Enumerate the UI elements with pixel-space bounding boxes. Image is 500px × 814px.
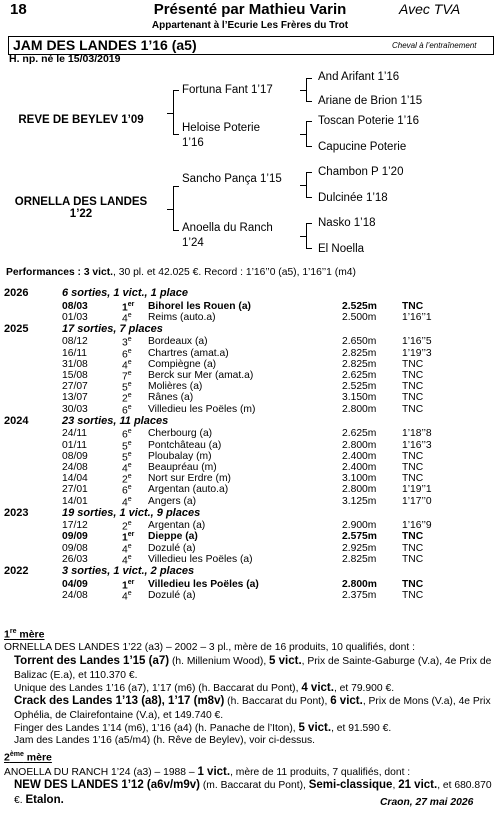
- race-distance: 3.150m: [342, 392, 377, 404]
- race-place-suffix: e: [127, 495, 132, 503]
- race-place: 3: [122, 337, 128, 349]
- mere2-title-sup: ème: [9, 751, 24, 758]
- race-date: 01/11: [62, 439, 88, 451]
- race-venue: Beaupréau (m): [148, 461, 217, 473]
- race-time: TNC: [402, 392, 424, 404]
- mere1-p4-wins: 5 vict.: [298, 722, 332, 734]
- race-time: TNC: [402, 381, 424, 393]
- race-date: 27/01: [62, 484, 88, 496]
- race-row: [0, 579, 500, 591]
- page-title: Présenté par Mathieu Varin: [153, 1, 347, 18]
- year-label: 2024: [4, 414, 29, 427]
- race-row: [0, 428, 500, 440]
- mere1-p3-mid: (h. Baccarat du Pont),: [224, 696, 331, 707]
- mere2-p1-name: NEW DES LANDES 1’12 (a6v/m9v): [14, 779, 200, 791]
- race-distance: 2.825m: [342, 553, 377, 565]
- race-place-suffix: er: [127, 531, 135, 539]
- mere2-line1-rest: , mère de 11 produits, 7 qualifiés, dont :: [230, 767, 411, 778]
- race-date: 09/08: [62, 542, 88, 554]
- race-distance: 2.375m: [342, 589, 377, 601]
- race-distance: 2.925m: [342, 542, 377, 554]
- performances-wins: 3 vict.: [83, 267, 114, 278]
- race-distance: 2.400m: [342, 450, 377, 462]
- pedigree-bracket: [306, 121, 312, 147]
- owner-line: Appartenant à l’Ecurie Les Frères du Trot: [151, 20, 349, 31]
- race-distance: 2.400m: [342, 461, 377, 473]
- race-place: 6: [122, 485, 128, 497]
- mere1-p1-name: Torrent des Landes 1’15 (a7): [14, 655, 170, 667]
- race-place-suffix: e: [127, 553, 132, 561]
- race-place: 2: [122, 393, 128, 405]
- race-place-suffix: e: [127, 311, 132, 319]
- race-date: 14/04: [62, 473, 88, 485]
- mere2-line1-wins: 1 vict.: [197, 766, 231, 778]
- mere2-p1-rest: , et 680.870 €.: [14, 780, 492, 806]
- race-time: TNC: [402, 461, 424, 473]
- race-distance: 2.650m: [342, 336, 377, 348]
- pedigree-bracket: [306, 78, 312, 102]
- year-row: [0, 287, 500, 301]
- race-venue: Argentan (a): [148, 520, 206, 532]
- race-row: [0, 520, 500, 532]
- race-distance: 2.500m: [342, 311, 377, 323]
- race-place: 4: [122, 496, 128, 508]
- mere2-p1-sep: ,: [392, 780, 399, 791]
- race-place: 2: [122, 521, 128, 533]
- section-title-mere2: [4, 751, 52, 764]
- race-row: [0, 451, 500, 463]
- race-venue: Villedieu les Poëles (a): [148, 553, 253, 565]
- race-place-suffix: e: [127, 473, 132, 481]
- mere1-p3-rest: , Prix de Mons (V.a), 4e Prix Ophélia, de Clairefontaine (V.a), et 149.740 €.: [14, 696, 491, 721]
- race-place: 5: [122, 440, 128, 452]
- race-place: 4: [122, 555, 128, 567]
- mere1-p2-rest: , et 79.900 €.: [333, 683, 395, 694]
- race-time: TNC: [402, 473, 424, 485]
- mere1-p2-pre: Unique des Landes 1’16 (a7), 1’17 (m6) (h. Baccarat du Pont),: [14, 683, 302, 694]
- race-place: 2: [122, 474, 128, 486]
- race-place: 1: [122, 532, 128, 544]
- race-place: 4: [122, 591, 128, 603]
- race-time: TNC: [402, 358, 424, 370]
- race-distance: 2.525m: [342, 381, 377, 393]
- race-date: 27/07: [62, 381, 88, 393]
- race-distance: 2.825m: [342, 347, 377, 359]
- race-time: TNC: [402, 531, 424, 543]
- race-place: 4: [122, 360, 128, 372]
- horse-identity: H. np. né le 15/03/2019: [9, 53, 121, 65]
- race-row: [0, 336, 500, 348]
- race-row: [0, 301, 500, 313]
- mere1-p3-wins: 6 vict.: [330, 695, 363, 707]
- pedigree-ggp: Capucine Poterie: [318, 141, 407, 153]
- race-distance: 2.625m: [342, 428, 377, 440]
- race-venue: Berck sur Mer (amat.a): [148, 370, 254, 381]
- race-place-suffix: e: [127, 403, 132, 411]
- year-label: 2026: [4, 287, 29, 299]
- race-venue: Argentan (auto.a): [148, 484, 229, 496]
- race-place-suffix: er: [127, 300, 135, 308]
- mere1-p4-pre: Finger des Landes 1’14 (m6), 1’16 (a4) (h. Panache de l’Iton),: [14, 723, 299, 734]
- race-time: 1’16’’1: [402, 311, 432, 323]
- race-date: 13/07: [62, 392, 88, 404]
- race-time: TNC: [402, 553, 424, 565]
- race-row: [0, 312, 500, 324]
- race-row: [0, 370, 500, 382]
- mere1-title-pre: 1: [4, 628, 10, 641]
- race-distance: 2.575m: [342, 531, 377, 543]
- race-place-suffix: e: [127, 381, 132, 389]
- pedigree-sire-sire: Fortuna Fant 1’17: [182, 84, 273, 96]
- mere1-p1-rest: , Prix de Sainte-Gaburge (V.a), 4e Prix de Balizac (E.a), et 110.370 €.: [14, 656, 492, 681]
- footer-place-date: Craon, 27 mai 2026: [380, 797, 474, 808]
- race-place: 6: [122, 349, 128, 361]
- mere2-title-pre: 2: [4, 751, 10, 764]
- pedigree-dam-dam: Anoella du Ranch 1’24: [182, 222, 273, 249]
- race-place: 6: [122, 429, 128, 441]
- performances-summary: [6, 267, 356, 278]
- race-venue: Ploubalay (m): [148, 450, 212, 462]
- mere1-title-post: mère: [16, 628, 45, 641]
- race-place-suffix: e: [127, 589, 132, 597]
- race-row: [0, 440, 500, 452]
- race-place: 4: [122, 463, 128, 475]
- race-distance: 3.100m: [342, 473, 377, 485]
- race-venue: Dozulé (a): [148, 542, 196, 554]
- race-date: 24/11: [62, 428, 88, 440]
- race-distance: 2.800m: [342, 403, 377, 415]
- race-venue: Angers (a): [148, 495, 197, 507]
- horse-name: JAM DES LANDES 1’16 (a5): [13, 37, 197, 53]
- year-summary: 19 sorties, 1 vict., 9 places: [62, 506, 201, 519]
- pedigree-bracket: [306, 223, 312, 249]
- race-time: TNC: [402, 578, 424, 590]
- race-place-suffix: e: [127, 450, 132, 458]
- mere1-p1-mid: (h. Millenium Wood),: [169, 656, 270, 667]
- year-summary: 23 sorties, 11 places: [62, 414, 169, 427]
- race-distance: 2.825m: [342, 358, 377, 370]
- race-row: [0, 554, 500, 566]
- race-venue: Compiègne (a): [148, 358, 217, 370]
- race-place: 4: [122, 544, 128, 556]
- year-row: [0, 507, 500, 521]
- race-place: 1: [122, 579, 128, 591]
- mere2-line1-pre: ANOELLA DU RANCH 1’24 (a3) – 1988 –: [4, 767, 198, 778]
- pedigree-dam: ORNELLA DES LANDES 1’22: [14, 196, 148, 220]
- race-date: 08/12: [62, 336, 88, 348]
- race-time: 1’16’’5: [402, 336, 432, 348]
- race-place-suffix: e: [127, 336, 132, 344]
- race-time: TNC: [402, 542, 424, 554]
- race-date: 08/09: [62, 450, 88, 462]
- race-date: 24/08: [62, 589, 88, 601]
- pedigree-bracket: [173, 90, 179, 135]
- page-number: 18: [10, 1, 27, 18]
- year-summary: 6 sorties, 1 vict., 1 place: [62, 287, 188, 299]
- race-date: 16/11: [62, 347, 88, 359]
- mere2-title-post: mère: [23, 751, 52, 764]
- mere1-p4-rest: , et 91.590 €.: [331, 723, 392, 734]
- race-date: 04/09: [62, 578, 88, 590]
- race-row: [0, 462, 500, 474]
- race-distance: 2.800m: [342, 439, 377, 451]
- race-venue: Cherbourg (a): [148, 428, 213, 440]
- pedigree-bracket: [173, 186, 179, 231]
- race-time: 1’16’’3: [402, 439, 432, 451]
- pedigree-sire: REVE DE BEYLEV 1’09: [18, 114, 144, 126]
- mere2-p1-mid: (m. Baccarat du Pont),: [199, 780, 309, 791]
- race-row: [0, 496, 500, 508]
- race-date: 09/09: [62, 531, 88, 543]
- race-time: TNC: [402, 589, 424, 601]
- race-place-suffix: e: [127, 542, 132, 550]
- race-place-suffix: e: [127, 370, 132, 377]
- year-row: [0, 565, 500, 579]
- race-date: 30/03: [62, 403, 88, 415]
- race-place: 5: [122, 382, 128, 394]
- race-row: [0, 590, 500, 602]
- race-venue: Villedieu les Poëles (a): [148, 578, 259, 590]
- pedigree-ggp: Ariane de Brion 1’15: [318, 95, 423, 107]
- race-time: 1’19’’3: [402, 347, 432, 359]
- pedigree-sire-dam: Heloise Poterie 1’16: [182, 122, 260, 149]
- race-venue: Villedieu les Poëles (m): [148, 403, 256, 415]
- race-venue: Bordeaux (a): [148, 336, 208, 348]
- race-place-suffix: e: [127, 428, 132, 436]
- race-time: TNC: [402, 370, 424, 381]
- race-row: [0, 359, 500, 371]
- race-row: [0, 531, 500, 543]
- year-label: 2025: [4, 322, 29, 335]
- race-venue: Reims (auto.a): [148, 311, 216, 323]
- tva-label: Avec TVA: [399, 1, 461, 17]
- year-row: [0, 323, 500, 337]
- mere1-line1: ORNELLA DES LANDES 1’22 (a3) – 2002 – 3 pl., mère de 16 produits, 10 qualifiés, dont :: [4, 642, 415, 653]
- race-date: 01/03: [62, 311, 88, 323]
- pedigree-ggp: El Noella: [318, 243, 365, 255]
- year-label: 2023: [4, 506, 29, 519]
- race-place-suffix: e: [127, 484, 132, 492]
- race-row: [0, 484, 500, 496]
- race-venue: Molières (a): [148, 381, 203, 393]
- race-distance: 3.125m: [342, 495, 377, 507]
- race-place-suffix: e: [127, 520, 132, 528]
- race-venue: Dozulé (a): [148, 589, 196, 601]
- race-distance: 2.900m: [342, 520, 377, 532]
- mere1-title-sup: re: [9, 628, 17, 635]
- pedigree-ggp: Dulcinée 1’18: [318, 192, 388, 204]
- year-summary: 17 sorties, 7 places: [62, 322, 163, 335]
- race-place-suffix: e: [127, 358, 132, 366]
- race-venue: Pontchâteau (a): [148, 439, 222, 451]
- race-time: TNC: [402, 450, 424, 462]
- pedigree-ggp: Chambon P 1’20: [318, 166, 404, 178]
- race-place-suffix: e: [127, 461, 132, 469]
- race-row: [0, 404, 500, 416]
- performances-label: Performances :: [6, 267, 84, 278]
- mere1-p1-wins: 5 vict.: [269, 655, 302, 667]
- race-time: 1’18’’8: [402, 428, 432, 440]
- race-venue: Dieppe (a): [148, 531, 198, 543]
- race-time: 1’16’’9: [402, 520, 432, 532]
- pedigree-dam-sire: Sancho Pança 1’15: [182, 173, 282, 185]
- race-date: 17/12: [62, 520, 88, 532]
- race-date: 14/01: [62, 495, 88, 507]
- race-venue: Rânes (a): [148, 392, 194, 404]
- race-row: [0, 348, 500, 360]
- race-distance: 2.625m: [342, 370, 377, 381]
- race-distance: 2.800m: [342, 578, 377, 590]
- race-row: [0, 473, 500, 485]
- race-date: 26/03: [62, 553, 88, 565]
- race-venue: Nort sur Erdre (m): [148, 473, 231, 485]
- mere1-product-5: Jam des Landes 1’16 (a5/m4) (h. Rêve de Beylev), voir ci-dessus.: [14, 735, 316, 746]
- race-place-suffix: er: [127, 578, 135, 586]
- section-title-mere1: [4, 628, 45, 641]
- race-distance: 2.525m: [342, 300, 377, 312]
- race-time: TNC: [402, 403, 424, 415]
- mere1-p3-name: Crack des Landes 1’13 (a8), 1’17 (m8v): [14, 695, 225, 707]
- pedigree-ggp: Toscan Poterie 1’16: [318, 115, 420, 127]
- mere1-product-3: [14, 694, 496, 723]
- race-venue: Chartres (amat.a): [148, 347, 229, 359]
- race-date: 15/08: [62, 370, 88, 381]
- year-row: [0, 415, 500, 429]
- race-row: [0, 392, 500, 404]
- race-venue: Bihorel les Rouen (a): [148, 300, 251, 312]
- race-place-suffix: e: [127, 392, 132, 400]
- race-time: 1’17’’0: [402, 495, 432, 507]
- race-place: 6: [122, 405, 128, 417]
- performances-rest: , 30 pl. et 42.025 €. Record : 1’16’’0 (a5), 1’16’’1 (m4): [113, 267, 356, 278]
- race-place: 5: [122, 452, 128, 464]
- year-summary: 3 sorties, 1 vict., 2 places: [62, 565, 195, 577]
- year-label: 2022: [4, 565, 29, 577]
- race-row: [0, 543, 500, 555]
- mere1-product-1: [14, 654, 496, 683]
- mere2-p1-etalon: Etalon.: [25, 794, 64, 806]
- race-row: [0, 381, 500, 393]
- race-placing: [122, 590, 132, 602]
- mere1-p2-wins: 4 vict.: [301, 682, 334, 694]
- race-date: 24/08: [62, 461, 88, 473]
- pedigree-bracket: [306, 172, 312, 198]
- race-place-suffix: e: [127, 347, 132, 355]
- mere2-p1-wins: 21 vict.: [398, 779, 438, 791]
- race-date: 08/03: [62, 300, 88, 312]
- mere2-p1-class: Semi-classique: [308, 779, 393, 791]
- race-place: 4: [122, 313, 128, 325]
- pedigree-ggp: And Arifant 1’16: [318, 71, 400, 83]
- race-place: 7: [122, 371, 128, 383]
- race-place-suffix: e: [127, 439, 132, 447]
- race-time: 1’19’’1: [402, 484, 432, 496]
- race-place: 1: [122, 301, 128, 313]
- race-date: 31/08: [62, 358, 88, 370]
- race-distance: 2.800m: [342, 484, 377, 496]
- horse-status: Cheval à l’entraînement: [392, 41, 477, 50]
- pedigree-ggp: Nasko 1’18: [318, 217, 376, 229]
- race-time: TNC: [402, 300, 424, 312]
